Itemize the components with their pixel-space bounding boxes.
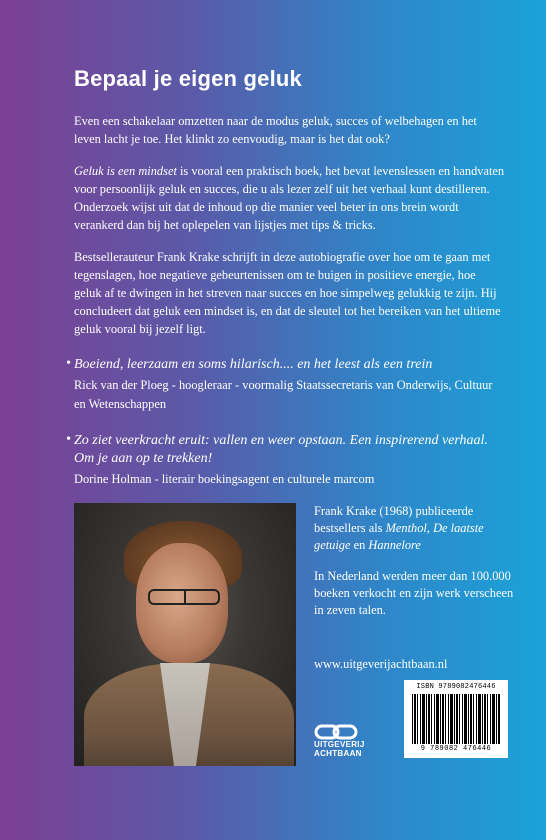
book-hannelore: Hannelore: [368, 538, 421, 552]
barcode-bars: [412, 694, 500, 744]
isbn-barcode: [404, 680, 508, 758]
author-glasses: [148, 589, 220, 605]
publisher-website[interactable]: www.uitgeverijachtbaan.nl: [314, 657, 448, 671]
author-photo: [74, 503, 296, 766]
quote-text: Zo ziet veerkracht eruit: vallen en weer opstaan. Een inspirerend verhaal. Om je aan op te trekken!: [74, 433, 488, 466]
review-quotes: [66, 356, 506, 507]
infinity-loop-icon: [314, 724, 358, 740]
quote-attribution: Dorine Holman - literair boekingsagent en culturele marcom: [74, 472, 375, 486]
bio-books: [314, 503, 514, 554]
author-bio: [314, 503, 514, 633]
book-menthol: Menthol: [385, 521, 427, 535]
paragraph-mindset: [74, 162, 506, 234]
bio-sales: In Nederland werden meer dan 100.000 boeken verkocht en zijn werk verscheen in zeven talen.: [314, 569, 514, 617]
publisher-logo: [314, 724, 374, 758]
barcode-digits: 9 789082 476446: [420, 745, 492, 753]
blurb: [74, 112, 506, 352]
bullet: •: [66, 432, 71, 447]
publisher-name-line2: ACHTBAAN: [314, 749, 362, 758]
paragraph-author: Bestsellerauteur Frank Krake schrijft in deze autobiografie over hoe om te gaan met tegenslagen, hoe negatieve gebeurtenissen om te buigen in positieve energie, hoe geluk af te dwingen in het streven naar succes en hoe simpelweg gelukkig te zijn. Hij concludeert dat geluk een mindset is, en dat de sleutel tot het bereiken van het ultieme geluk vooral bij jezelf ligt.: [74, 250, 501, 336]
separator: ,: [426, 521, 434, 535]
quote-text: Boeiend, leerzaam en soms hilarisch.... en het leest als een trein: [74, 357, 433, 372]
bullet: •: [66, 356, 71, 371]
page-title: Bepaal je eigen geluk: [74, 66, 302, 91]
quote-attribution: Rick van der Ploeg - hoogleraar - voormalig Staatssecretaris van Onderwijs, Cultuur en Wetenschappen: [74, 378, 493, 411]
review-quote: [66, 356, 506, 414]
conjunction: en: [350, 538, 369, 552]
bio-intro: Frank Krake (1968) publiceerde bestsellers als: [314, 504, 474, 535]
book-title-italic: Geluk is een mindset: [74, 164, 177, 178]
paragraph-mindset-text: is vooral een praktisch boek, het bevat levenslessen en handvaten voor persoonlijk geluk en succes, die u als lezer zelf uit het verhaal kunt destilleren. Onderzoek wijst uit dat de inhoud op die manier veel beter in ons brein wordt verankerd dan bij het oplepelen van lijstjes met tips & tricks.: [74, 164, 505, 232]
book-de-laatste-getuige: De laatste getuige: [314, 521, 484, 552]
isbn-label: ISBN 9789082476446: [416, 683, 496, 691]
paragraph-intro: Even een schakelaar omzetten naar de modus geluk, succes of welbehagen en het leven lacht je toe. Het klinkt zo eenvoudig, maar is het dat ook?: [74, 114, 477, 146]
review-quote: [66, 432, 506, 489]
publisher-name-line1: UITGEVERIJ: [314, 740, 365, 749]
